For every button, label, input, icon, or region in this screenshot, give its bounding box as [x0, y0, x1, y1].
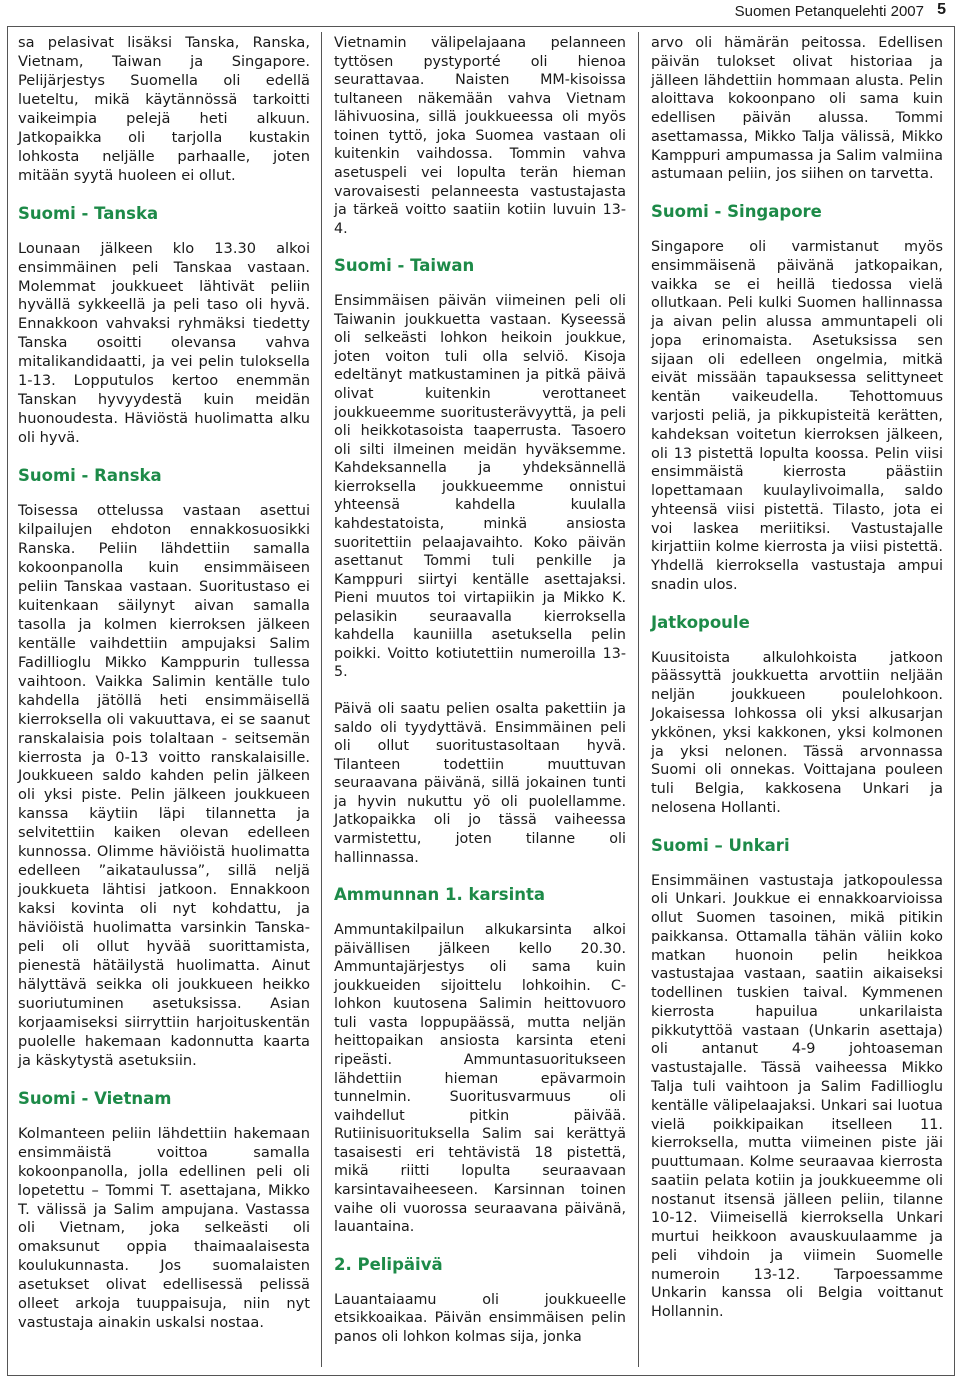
- body-paragraph: sa pelasivat lisäksi Tanska, Ranska, Vietnam, Taiwan ja Singapore. Pelijärjestys Suomella oli edellä lueteltu, mikä käytännössä tarkoitti vaikeimpia pelejä heti alkuun. Jatkopaikka oli tarjolla kustakin lohkosta neljälle parhaalle, joten mitään syytä huoleen ei ollut.: [18, 34, 310, 184]
- article-column-2: [334, 34, 626, 1364]
- section-heading: Suomi - Singapore: [651, 202, 822, 222]
- section-heading: Suomi - Taiwan: [334, 256, 475, 276]
- section-heading: Suomi – Unkari: [651, 835, 790, 855]
- body-paragraph: Toisessa ottelussa vastaan asettui kilpailujen ehdoton ennakkosuosikki Ranska. Peliin lähdettiin samalla kokoonpanolla kuin ensimmäiseen peliin Tanskaa vastaan. Suoritustaso ei kuitenkaan säilynyt aivan samalla tasolla ja kolmen kierroksen jälkeen kentälle vaihdettiin ampujaksi Salim Fadillioglu Mikko Kamppurin tullessa vaihtoon. Vaikka Salimin kentälle tulo kahdella jätöllä heti ensimmäisellä kierroksella oli vakuuttava, ei se saanut ranskalaisia pois tolaltaan - seitsemän kierrosta ja 0-13 voitto ranskalaisille. Joukkueen saldo kahden pelin jälkeen oli yksi piste. Pelin jälkeen joukkueen kanssa käytiin läpi tilannetta ja selvitettiin kaiken olevan edelleen kunnossa. Olimme häviöistä huolimatta edelleen ”aikataulussa”, sillä neljä joukkueta lähtisi jatkoon. Ennakkoon kaksi kovinta oli nyt kohdattu, ja häviöistä huolimatta varsinkin Tanska-peli oli ollut hyvää suorittamista, pienestä hätäilystä huolimatta. Ainut hälyttävä seikka oli joukkueen heikko suoriutuminen asetuksissa. Asian korjaamiseksi siirryttiin harjoituskentän puolelle hakemaan kadonnutta kaarta ja käskytystä asetuksiin.: [18, 502, 310, 1069]
- body-paragraph: Kolmanteen peliin lähdettiin hakemaan ensimmäistä voittoa samalla kokoonpanolla, jolla edellinen peli oli lopetettu – Tommi T. asettajana, Mikko T. välissä ja Salim ampujana. Vastassa oli Vietnam, joka selkeästi oli omaksunut oppia thaimaalaisesta koulukunnasta. Jos suomalaisten asetukset olivat edellisessä pelissä olleet arkoja tuuppaisuja, niin nyt vastustaja ainakin uskalsi nostaa.: [18, 1124, 310, 1332]
- body-paragraph: Singapore oli varmistanut myös ensimmäisenä päivänä jatkopaikan, vaikka se ei heillä tiedossa vielä ollutkaan. Peli kulki Suomen hallinnassa ja aivan pelin alussa ammuntapeli oli jopa erinomaista. Asetuksissa sen sijaan oli edelleen ongelmia, mitkä eivät missään tapauksessa selittyneet kentän vaikeudella. Tehottomuus varjosti peliä, ja pikkupisteitä kerätten, kahdeksan voitetun kierroksen jälkeen, oli 13 pistettä lopulta koossa. Pelin viisi ensimmäistä kierrosta päästiin lopettamaan kuulaylivoimalla, saldo yhteensä viisi pistettä. Tilasto, jota ei voi laskea meriitiksi. Vastustajalle kirjattiin kolme kierrosta ja viisi pistettä. Yhdellä kierroksella vastustaja ampui snadin ulos.: [651, 239, 943, 593]
- body-paragraph: Kuusitoista alkulohkoista jatkoon päässyttä joukkuetta arvottiin neljään neljän joukkueen poulelohkoon. Jokaisessa lohkossa oli yksi alkusarjan ykkönen, yksi kakkonen, yksi kolmonen ja yksi nelonen. Tässä arvonnassa Suomi oli onnekas. Voittajana pouleen tuli Belgia, kakkosena Unkari ja nelosena Hollanti.: [651, 649, 943, 816]
- section-heading: Suomi - Tanska: [18, 203, 159, 223]
- body-paragraph: Ensimmäinen vastustaja jatkopoulessa oli Unkari. Joukkue ei ennakkoarvioissa ollut Suomen tasoinen, mikä pitikin paikkansa. Ottamalla tähän väliin koko matkan huonoin pelin heikkoa vastustajaa vastaan, saatiin aikaiseksi todellinen tuskien taival. Kymmenen kierrosta hapuilua unkarilaista pikkutyttöä vastaan (Unkarin asettaja) oli antanut 4-9 johtoaseman vastustajalle. Tässä vaiheessa Mikko Talja tuli vaihtoon ja Salim Fadillioglu kentälle välipelaajaksi. Unkari sai luotua vielä poikkipaikan itselleen 11. kierroksella, mutta viimeinen piste jäi puuttumaan. Kolme seuraavaa kierrosta saatiin pelata kotiin ja joukkueemme oli nostanut itsensä jälleen peliin, tilanne 10-12. Viimeisellä kierroksella Unkari murtui heikkoon avauskuulaamme ja peli vihdoin ja viimein Suomelle numeroin 13-12. Tarpoessamme Unkarin kanssa oli Belgia voittanut Hollannin.: [651, 872, 943, 1321]
- body-paragraph: arvo oli hämärän peitossa. Edellisen päivän tulokset olivat historiaa ja jälleen lähdettiin hommaan alusta. Pelin aloittava kokoonpano oli sama kuin edellisen päivän alussa. Tommi asettamassa, Mikko Talja välissä, Mikko Kamppuri ampumassa ja Salim valmiina astumaan peliin, jos siihen on tarvetta.: [651, 35, 943, 183]
- article-column-1: [18, 34, 310, 1351]
- section-heading: Jatkopoule: [651, 612, 750, 632]
- magazine-title: Suomen Petanquelehti 2007: [734, 3, 924, 20]
- body-paragraph: Vietnamin välipelajaana pelanneen tyttösen pystyporté oli hienoa seurattavaa. Naisten MM-kisoissa tultaneen näkemään vahva Vietnam lähivuosina, sillä joukkueessa oli myös toinen tyttö, joka Suomea vastaan oli kuitenkin vaihdossa. Tommin vahva asetuspeli vei lopulta terän hieman varovaisesti pelanneesta vastustajasta ja tärkeä voitto saatiin kotiin luvuin 13-4.: [334, 35, 626, 237]
- body-paragraph: Päivä oli saatu pelien osalta pakettiin ja saldo oli tyydyttävä. Ensimmäinen peli oli ollut suoritustasoltaan hyvä. Tilanteen todettiin muuttuvan seuraavana päivänä, sillä jokainen tunti ja hyvin nukuttu yö oli puolellamme. Jatkopaikka oli jo tässä vaiheessa varmistettu, joten tilanne oli hallinnassa.: [334, 701, 626, 866]
- column-divider: [638, 32, 639, 1367]
- section-heading: Suomi - Ranska: [18, 466, 162, 486]
- section-heading: Suomi - Vietnam: [18, 1088, 172, 1108]
- page-number: 5: [937, 1, 946, 18]
- page-header: [0, 0, 960, 28]
- body-paragraph: Lounaan jälkeen klo 13.30 alkoi ensimmäinen peli Tanskaa vastaan. Molemmat joukkueet lähtivät peliin hyvällä sykkeellä ja peli taso oli hyvä. Ennakkoon vahvaksi ryhmäksi tiedetty Tanska osoitti olevansa vahva mitalikandidaatti, ja vei pelin tuloksella 1-13. Lopputulos kertoo enemmän Tanskan hyvyydestä kuin meidän huonoudesta. Häviöstä huolimatta alku oli hyvä.: [18, 239, 310, 447]
- body-paragraph: Ensimmäisen päivän viimeinen peli oli Taiwanin joukkuetta vastaan. Kyseessä oli selkeästi lohkon heikoin joukkue, joten voiton tuli olla selviö. Kisoja edeltänyt matkustaminen ja pitkä päivä olivat kuitenkin verottaneet joukkueemme suoritusterävyyttä, ja peli oli heikkotasoista taaperrusta. Tasoero oli silti ilmeinen meidän hyväksemme. Kahdeksannella ja yhdeksännellä kierroksella joukkueemme onnistui yhteensä kahdella kuulalla kahdestatoista, minkä ansiosta suoritettiin pelaajavaihto. Koko päivän asettanut Tommi tuli penkille ja Kamppuri siirtyi kentälle asettajaksi. Pieni muutos toi virtapiikin ja Mikko K. pelasikin seuraavalla kierroksella kahdella kauniilla asetuksella pelin poikki. Voitto kotiutettiin numeroilla 13-5.: [334, 293, 626, 681]
- body-paragraph: Ammuntakilpailun alkukarsinta alkoi päivällisen jälkeen kello 20.30. Ammuntajärjestys oli sama kuin joukkueiden sijoittelu lohkoihin. C-lohkon kuutosena Salimin heittovuoro tuli vasta loppupäässä, mutta neljän heittopaikan ansiosta karsinta eteni ripeästi. Ammuntasuoritukseen lähdettiin hieman epävarmoin tunnelmin. Suoritusvarmuus oli vaihdellut pitkin päivää. Rutiinisuorituksella Salim sai kerättyä tasaisesti eri tehtävistä 18 pistettä, mikä riitti lopulta seuraavaan karsintavaiheeseen. Karsinnan toinen vaihe oli vuorossa seuraavana päivänä, lauantaina.: [334, 922, 626, 1236]
- section-heading: Ammunnan 1. karsinta: [334, 885, 546, 905]
- section-heading: 2. Pelipäivä: [334, 1254, 443, 1274]
- column-divider: [321, 32, 322, 1367]
- body-paragraph: Lauantaiaamu oli joukkueelle etsikkoaikaa. Päivän ensimmäisen pelin panos oli lohkon kolmas sija, jonka: [334, 1291, 626, 1345]
- article-column-3: [651, 34, 943, 1340]
